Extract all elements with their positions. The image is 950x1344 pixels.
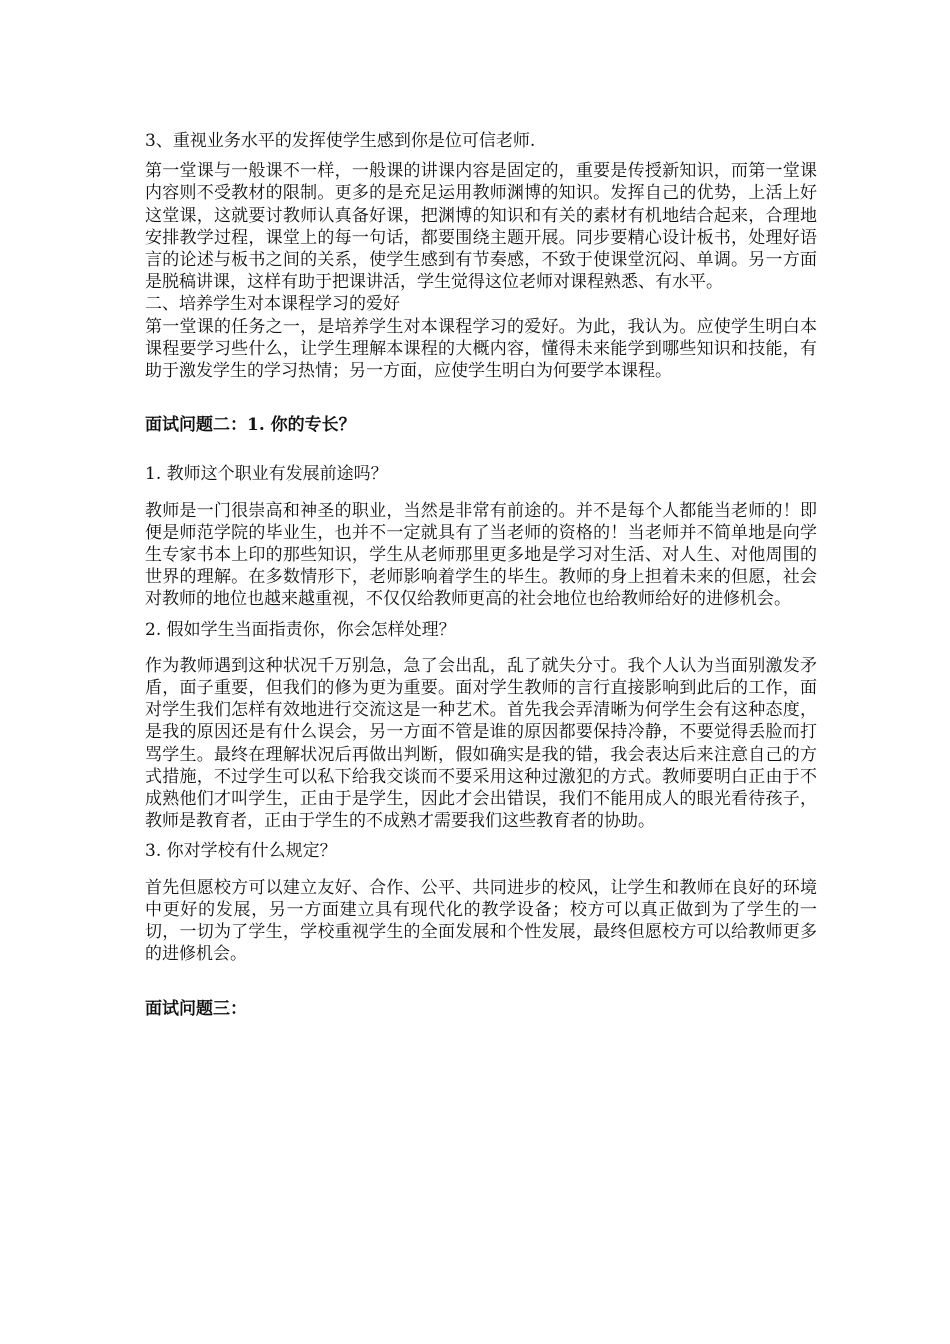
question-2: 2. 假如学生当面指责你，你会怎样处理？ xyxy=(145,619,456,640)
answer-3: 首先但愿校方可以建立友好、合作、公平、共同进步的校风，让学生和教师在良好的环境中更好的发展，另一方面建立具有现代化的教学设备；校方可以真正做到为了学生的一切，一切为了学生，学校重视学生的全面发展和个性发展，最终但愿校方可以给教师更多的进修机会。 xyxy=(145,877,817,965)
answer-2: 作为教师遇到这种状况千万别急，急了会出乱，乱了就失分寸。我个人认为当面别激发矛盾，面子重要，但我们的修为更为重要。面对学生教师的言行直接影响到此后的工作，面对学生我们怎样有效地进行交流这是一种艺术。首先我会弄清晰为何学生会有这种态度，是我的原因还是有什么误会，另一方面不管是谁的原因都要保持冷静，不要觉得丢脸而打骂学生。最终在理解状况后再做出判断，假如确实是我的错，我会表达后来注意自己的方式措施，不过学生可以私下给我交谈而不要采用这种过激犯的方式。教师要明白正由于不成熟他们才叫学生，正由于是学生，因此才会出错误，我们不能用成人的眼光看待孩子，教师是教育者，正由于学生的不成熟才需要我们这些教育者的协助。 xyxy=(145,655,817,832)
interest-paragraph: 第一堂课的任务之一，是培养学生对本课程学习的爱好。为此，我认为。应使学生明白本课程要学习些什么，让学生理解本课程的大概内容，懂得未来能学到哪些知识和技能，有助于激发学生的学习热情；另一方面，应使学生明白为何要学本课程。 xyxy=(145,316,817,382)
interview-question-2-heading: 面试问题二：1. 你的专长？ xyxy=(145,415,356,436)
section-2-heading: 二、培养学生对本课程学习的爱好 xyxy=(145,294,400,315)
document-page xyxy=(145,130,817,1020)
question-1: 1. 教师这个职业有发展前途吗？ xyxy=(145,464,388,485)
first-lesson-paragraph: 第一堂课与一般课不一样，一般课的讲课内容是固定的，重要是传授新知识，而第一堂课内容则不受教材的限制。更多的是充足运用教师渊博的知识。发挥自己的优势，上活上好这堂课，这就要讨教师认真备好课，把渊博的知识和有关的素材有机地结合起来，合理地安排教学过程，课堂上的每一句话，都要围绕主题开展。同步要精心设计板书，处理好语言的论述与板书之间的关系，使学生感到有节奏感，不致于使课堂沉闷、单调。另一方面是脱稿讲课，这样有助于把课讲活，学生觉得这位老师对课程熟悉、有水平。 xyxy=(145,161,817,293)
point-3-text: 3、重视业务水平的发挥使学生感到你是位可信老师. xyxy=(145,131,536,151)
question-3: 3. 你对学校有什么规定？ xyxy=(145,841,337,862)
interview-question-3-heading: 面试问题三： xyxy=(145,998,247,1019)
answer-1: 教师是一门很崇高和神圣的职业，当然是非常有前途的。并不是每个人都能当老师的！即便是师范学院的毕业生，也并不一定就具有了当老师的资格的！当老师并不简单地是向学生专家书本上印的那些知识，学生从老师那里更多地是学习对生活、对人生、对他周围的世界的理解。在多数情形下，老师影响着学生的毕生。教师的身上担着未来的但愿，社会对教师的地位也越来越重视，不仅仅给教师更高的社会地位也给教师给好的进修机会。 xyxy=(145,500,817,610)
